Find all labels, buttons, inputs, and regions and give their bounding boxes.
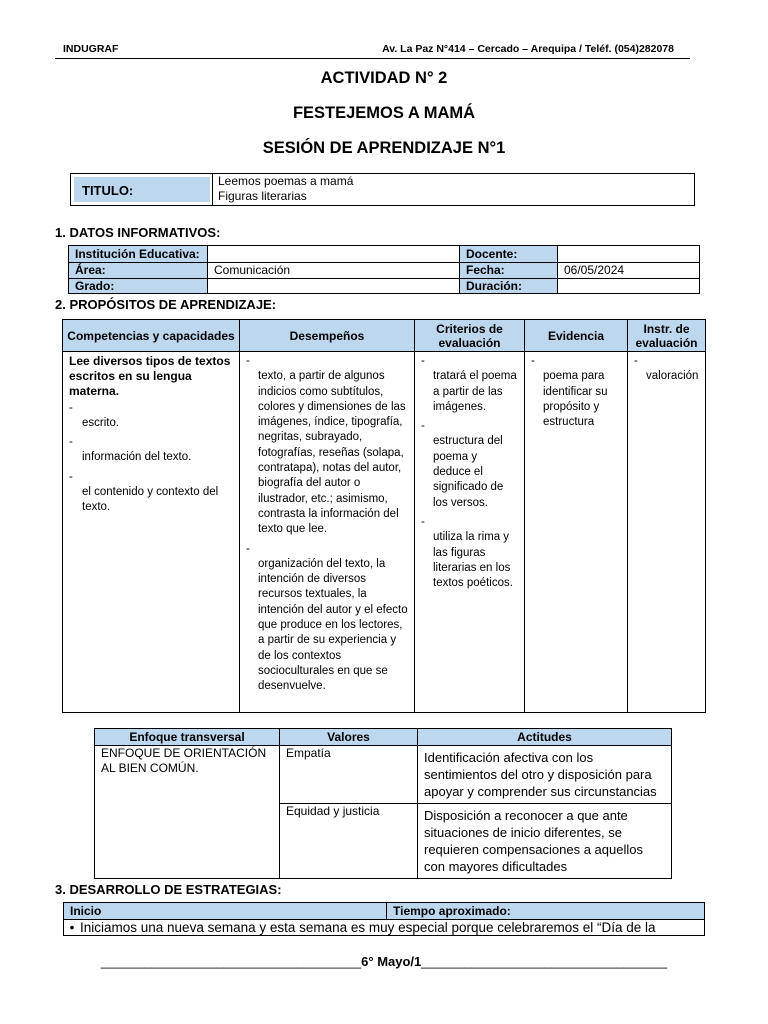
footer-text: 6° Mayo/1	[361, 954, 422, 969]
titulo-line-2: Figuras literarias	[218, 189, 307, 203]
session-title: SESIÓN DE APRENDIZAJE N°1	[262, 139, 506, 157]
valor-empatia: Empatía	[279, 745, 417, 803]
instrumento-cell	[627, 351, 705, 712]
criterio-text: tratará el poema a partir de las imágenes.	[433, 370, 517, 413]
duracion-label: Duración:	[459, 278, 557, 293]
titulo-line-1: Leemos poemas a mamá	[218, 174, 354, 188]
institucion-label: Institución Educativa:	[69, 246, 207, 262]
valor-equidad: Equidad y justicia	[279, 803, 417, 878]
header-desempenos: Desempeños	[239, 320, 414, 351]
fecha-label: Fecha:	[459, 262, 557, 278]
desempeno-text: organización del texto, la intención de diversos recursos textuales, la intención del autor y el efecto que produce en los lectores, a partir de su experiencia y de los contextos socioculturales en que se desenvuelve.	[258, 557, 408, 693]
header-enfoque: Enfoque transversal	[95, 729, 279, 745]
actitud-equidad: Disposición a reconocer a que ante situaciones de inicio diferentes, se requieren compensaciones a aquellos con mayores dificultades	[417, 803, 671, 878]
header-competencias: Competencias y capacidades	[63, 320, 239, 351]
desempeno-text: texto, a partir de algunos indicios como subtítulos, colores y dimensiones de las imágenes, índice, tipografía, negritas, subrayado, fotografías, reseñas (solapa, contratapa), notas del autor, biografía del autor o ilustrador, etc.; asimismo, contrasta la información del texto que lee.	[258, 370, 406, 536]
footer-line-left: ____________________________________	[100, 954, 362, 969]
company-name: INDUGRAF	[63, 43, 119, 55]
estrategias-table	[63, 902, 705, 936]
evidencia-dash: -	[531, 355, 535, 367]
docente-label: Docente:	[459, 246, 557, 262]
capacidad-text: escrito.	[82, 417, 120, 429]
grado-value	[207, 278, 459, 293]
datos-table	[68, 245, 700, 294]
section-3-heading: 3. DESARROLLO DE ESTRATEGIAS:	[55, 882, 282, 897]
propositos-table	[62, 319, 706, 713]
criterio-text: utiliza la rima y las figuras literarias en los textos poéticos.	[433, 531, 513, 590]
desempeno-dash: -	[246, 542, 250, 555]
titulo-label: TITULO:	[74, 177, 210, 202]
grado-label: Grado:	[69, 278, 207, 293]
criterio-dash: -	[421, 355, 425, 367]
theme-title: FESTEJEMOS A MAMÁ	[292, 104, 476, 122]
criterio-dash: -	[421, 515, 425, 528]
capacidad-text: información del texto.	[82, 451, 192, 464]
header-actitudes: Actitudes	[417, 729, 671, 745]
instrumento-dash: -	[634, 355, 638, 367]
enfoque-name: ENFOQUE DE ORIENTACIÓN AL BIEN COMÚN.	[95, 745, 279, 878]
footer-line-right: __________________________________	[421, 954, 668, 969]
institucion-value	[207, 246, 459, 262]
capacidad-item: -	[69, 436, 73, 449]
area-label: Área:	[69, 262, 207, 278]
bullet-icon: •	[69, 920, 75, 935]
criterios-cell	[414, 351, 524, 712]
area-value: Comunicación	[207, 262, 459, 278]
docente-value	[557, 246, 699, 262]
page-footer	[0, 954, 768, 969]
capacidad-item: -	[69, 470, 73, 483]
criterio-dash: -	[421, 420, 425, 433]
activity-title: ACTIVIDAD N° 2	[320, 69, 448, 87]
evidencia-cell	[524, 351, 627, 712]
company-address: Av. La Paz N°414 – Cercado – Arequipa / Teléf. (054)282078	[382, 43, 674, 55]
inicio-text: Iniciamos una nueva semana y esta semana es muy especial porque celebraremos el “Día de la	[80, 920, 656, 935]
header-criterios: Criterios de evaluación	[414, 320, 524, 351]
duracion-value	[557, 278, 699, 293]
actitud-empatia: Identificación afectiva con los sentimientos del otro y disposición para apoyar y comprender sus circunstancias	[417, 745, 671, 803]
header-evidencia: Evidencia	[524, 320, 627, 351]
competencia-title: Lee diversos tipos de textos escritos en su lengua materna.	[69, 354, 231, 398]
criterio-text: estructura del poema y deduce el significado de los versos.	[433, 435, 504, 509]
section-2-heading: 2. PROPÓSITOS DE APRENDIZAJE:	[55, 297, 277, 312]
desempenos-cell	[239, 351, 414, 712]
capacidad-item: -	[69, 402, 73, 414]
titulo-value	[212, 174, 694, 205]
capacidad-text: el contenido y contexto del texto.	[82, 485, 219, 513]
inicio-label: Inicio	[64, 903, 386, 919]
enfoque-table	[94, 728, 672, 879]
page-header	[55, 42, 690, 59]
tiempo-label: Tiempo aproximado:	[386, 903, 704, 919]
evidencia-text: poema para identificar su propósito y estructura	[543, 370, 608, 429]
header-valores: Valores	[279, 729, 417, 745]
instrumento-text: valoración	[646, 370, 699, 383]
desempeno-dash: -	[246, 355, 250, 367]
section-1-heading: 1. DATOS INFORMATIVOS:	[55, 225, 221, 240]
titulo-box	[70, 173, 695, 206]
competencias-cell	[63, 351, 239, 712]
fecha-value: 06/05/2024	[557, 262, 699, 278]
header-instrumento: Instr. de evaluación	[627, 320, 705, 351]
inicio-first-line	[64, 919, 704, 935]
